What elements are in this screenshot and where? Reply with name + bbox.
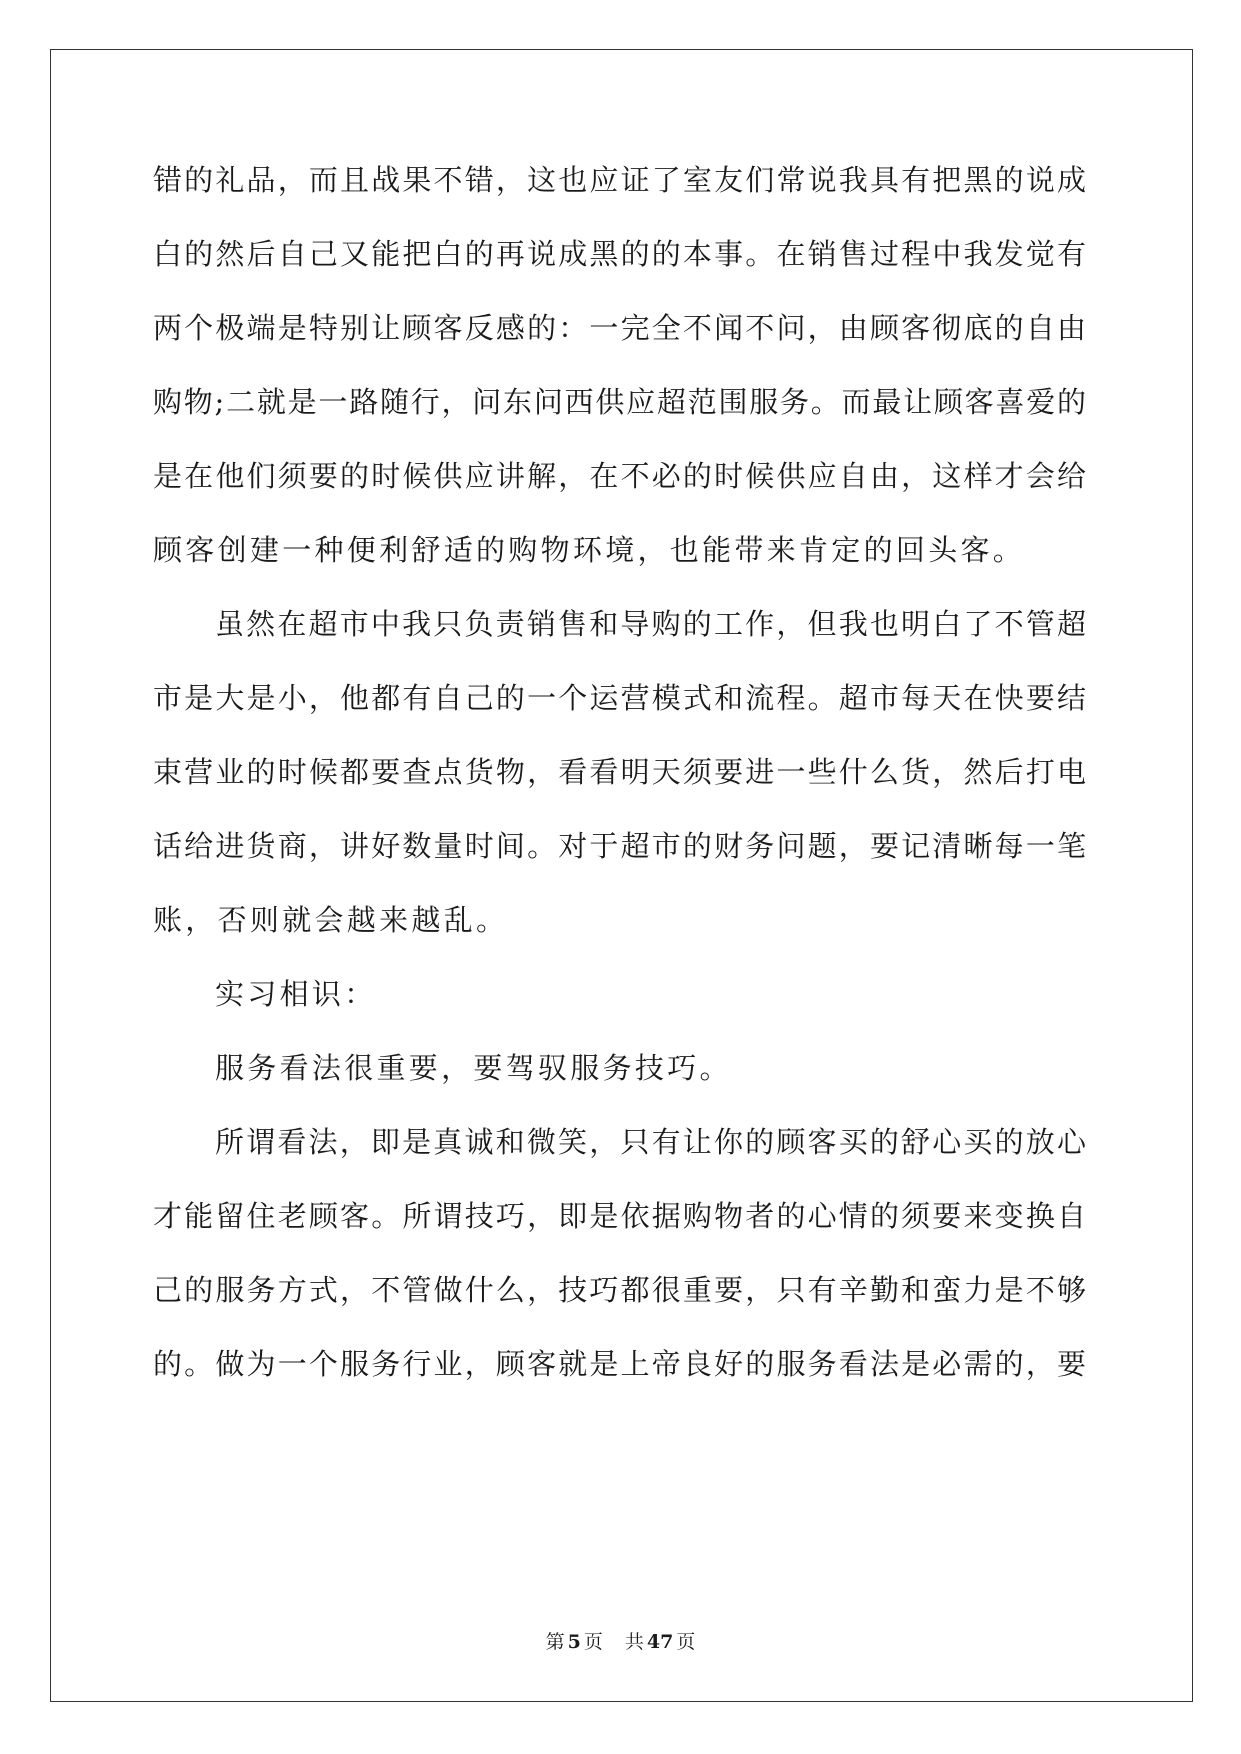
- footer-page-suffix: 页: [583, 1631, 603, 1653]
- text-line-8: 市是大是小，他都有自己的一个运营模式和流程。超市每天在快要结: [153, 681, 1086, 715]
- text-line-17: 的。做为一个服务行业，顾客就是上帝良好的服务看法是必需的，要: [153, 1347, 1086, 1381]
- text-line-16: 己的服务方式，不管做什么，技巧都很重要，只有辛勤和蛮力是不够: [153, 1273, 1086, 1307]
- text-line-1: 错的礼品，而且战果不错，这也应证了室友们常说我具有把黑的说成: [153, 163, 1086, 197]
- footer-total-prefix: 共: [624, 1631, 644, 1653]
- footer-page-prefix: 第: [545, 1631, 565, 1653]
- section-heading: 实习相识：: [215, 977, 377, 1011]
- footer-total-pages: 47: [646, 1631, 674, 1653]
- page-border: [50, 49, 1193, 1702]
- text-line-13: 服务看法很重要，要驾驭服务技巧。: [215, 1051, 732, 1085]
- page-footer: [0, 1630, 1241, 1654]
- text-line-15: 才能留住老顾客。所谓技巧，即是依据购物者的心情的须要来变换自: [153, 1199, 1086, 1233]
- text-line-9: 束营业的时候都要查点货物，看看明天须要进一些什么货，然后打电: [153, 755, 1086, 789]
- text-line-7: 虽然在超市中我只负责销售和导购的工作，但我也明白了不管超: [215, 607, 1086, 641]
- footer-page-number: 5: [567, 1631, 581, 1653]
- text-line-10: 话给进货商，讲好数量时间。对于超市的财务问题，要记清晰每一笔: [153, 829, 1086, 863]
- text-line-3: 两个极端是特别让顾客反感的：一完全不闻不问，由顾客彻底的自由: [153, 311, 1086, 345]
- text-line-11: 账，否则就会越来越乱。: [153, 903, 509, 937]
- text-line-4: 购物;二就是一路随行，问东问西供应超范围服务。而最让顾客喜爱的: [153, 385, 1086, 419]
- text-line-5: 是在他们须要的时候供应讲解，在不必的时候供应自由，这样才会给: [153, 459, 1086, 493]
- footer-total-suffix: 页: [676, 1631, 696, 1653]
- text-line-6: 顾客创建一种便利舒适的购物环境，也能带来肯定的回头客。: [153, 533, 1026, 567]
- text-line-14: 所谓看法，即是真诚和微笑，只有让你的顾客买的舒心买的放心: [215, 1125, 1086, 1159]
- text-line-2: 白的然后自己又能把白的再说成黑的的本事。在销售过程中我发觉有: [153, 237, 1086, 271]
